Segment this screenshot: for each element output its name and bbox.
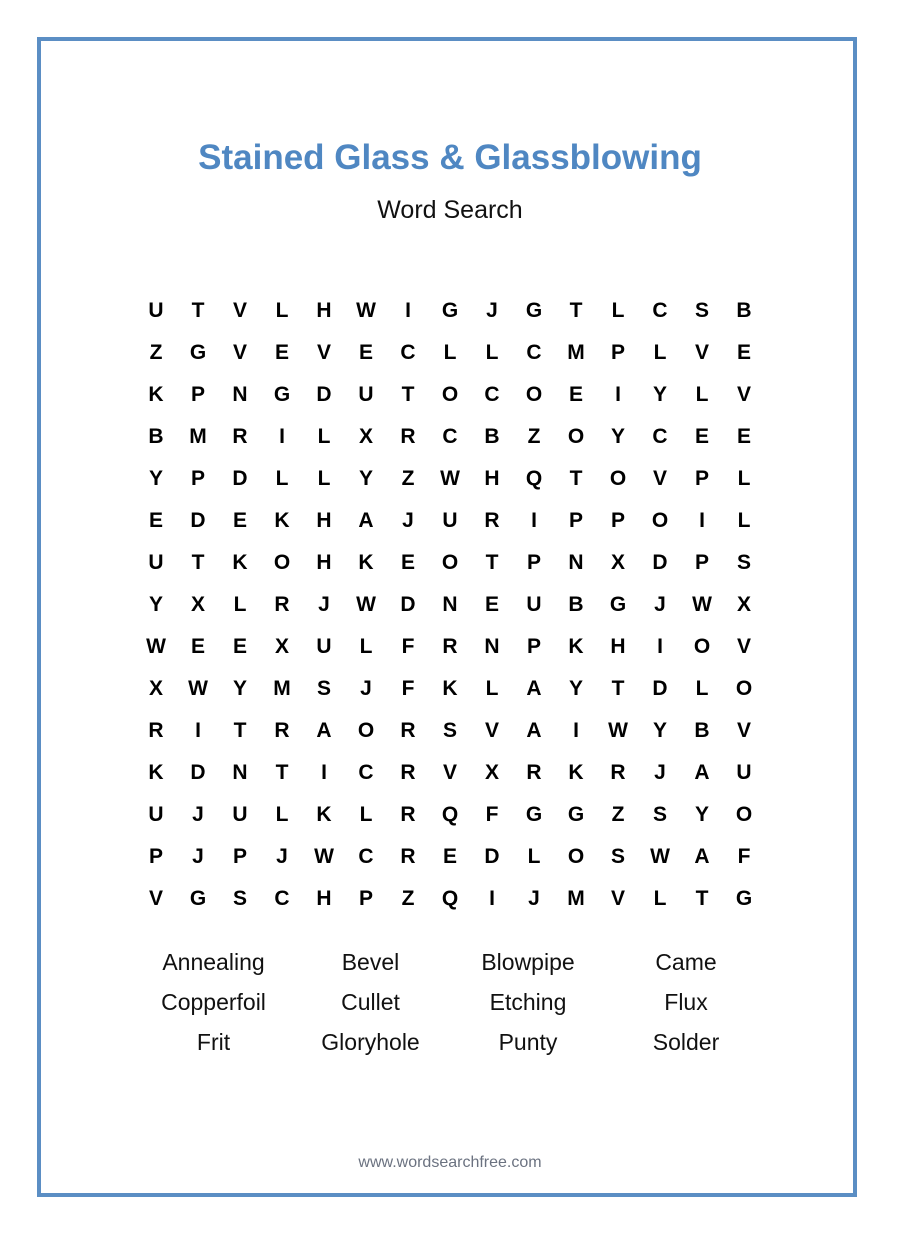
grid-letter: V (316, 341, 331, 364)
grid-row (135, 668, 765, 710)
grid-letter: U (736, 761, 752, 784)
grid-letter: R (400, 845, 416, 868)
grid-letter: G (567, 803, 585, 826)
grid-letter: E (484, 593, 499, 616)
grid-letter: K (316, 803, 332, 826)
grid-letter: I (489, 887, 495, 910)
grid-letter: Y (148, 467, 163, 490)
grid-letter: L (275, 803, 289, 826)
grid-row (135, 710, 765, 752)
grid-letter: J (192, 803, 204, 826)
grid-letter: Z (611, 803, 625, 826)
grid-letter: A (526, 677, 542, 700)
grid-letter: I (657, 635, 663, 658)
grid-letter: I (615, 383, 621, 406)
grid-letter: O (273, 551, 291, 574)
grid-letter: D (232, 467, 248, 490)
grid-letter: G (525, 299, 543, 322)
grid-letter: L (611, 299, 625, 322)
grid-letter: N (232, 383, 248, 406)
grid-letter: G (735, 887, 753, 910)
letter-grid (135, 290, 765, 920)
grid-letter: A (694, 761, 710, 784)
page-subtitle: Word Search (377, 196, 523, 224)
grid-letter: W (314, 845, 334, 868)
grid-letter: E (232, 635, 247, 658)
grid-letter: L (443, 341, 457, 364)
grid-letter: K (358, 551, 374, 574)
grid-letter: G (525, 803, 543, 826)
grid-letter: M (273, 677, 291, 700)
grid-letter: C (400, 341, 416, 364)
grid-letter: J (360, 677, 372, 700)
grid-letter: W (356, 299, 376, 322)
grid-letter: N (442, 593, 458, 616)
grid-row (135, 290, 765, 332)
grid-letter: J (192, 845, 204, 868)
grid-letter: T (233, 719, 247, 742)
grid-letter: X (358, 425, 373, 448)
grid-letter: S (610, 845, 625, 868)
grid-letter: L (233, 593, 247, 616)
grid-row (135, 542, 765, 584)
grid-letter: D (652, 677, 668, 700)
grid-letter: K (568, 761, 584, 784)
grid-letter: B (484, 425, 500, 448)
grid-row (135, 752, 765, 794)
grid-letter: P (610, 509, 625, 532)
grid-letter: R (400, 803, 416, 826)
grid-letter: L (275, 299, 289, 322)
grid-letter: K (442, 677, 458, 700)
grid-letter: R (400, 425, 416, 448)
grid-letter: J (486, 299, 498, 322)
grid-letter: J (402, 509, 414, 532)
grid-letter: B (568, 593, 584, 616)
grid-letter: E (274, 341, 289, 364)
grid-letter: C (358, 761, 374, 784)
grid-letter: P (526, 635, 541, 658)
grid-letter: E (736, 425, 751, 448)
grid-letter: P (568, 509, 583, 532)
grid-letter: H (316, 299, 332, 322)
grid-letter: Y (652, 383, 667, 406)
word-list-item: Etching (489, 989, 567, 1015)
grid-letter: Y (610, 425, 625, 448)
grid-letter: Y (694, 803, 709, 826)
grid-letter: U (358, 383, 374, 406)
grid-letter: J (276, 845, 288, 868)
word-list-item: Annealing (162, 949, 265, 975)
grid-letter: P (190, 383, 205, 406)
word-list (135, 942, 765, 1062)
grid-letter: V (736, 635, 751, 658)
grid-letter: R (274, 719, 290, 742)
grid-letter: S (652, 803, 667, 826)
grid-letter: J (318, 593, 330, 616)
grid-letter: G (189, 887, 207, 910)
grid-letter: D (190, 509, 206, 532)
footer-url: www.wordsearchfree.com (358, 1154, 542, 1171)
grid-letter: P (526, 551, 541, 574)
grid-letter: V (148, 887, 163, 910)
grid-row (135, 374, 765, 416)
word-list-item: Bevel (341, 949, 400, 975)
grid-letter: Y (652, 719, 667, 742)
grid-letter: E (148, 509, 163, 532)
grid-letter: B (694, 719, 710, 742)
grid-letter: E (232, 509, 247, 532)
grid-letter: R (400, 761, 416, 784)
grid-letter: S (736, 551, 751, 574)
grid-letter: O (651, 509, 669, 532)
grid-letter: E (694, 425, 709, 448)
grid-letter: L (275, 467, 289, 490)
grid-letter: O (567, 425, 585, 448)
grid-letter: D (316, 383, 332, 406)
grid-letter: P (610, 341, 625, 364)
grid-letter: V (484, 719, 499, 742)
grid-letter: L (695, 383, 709, 406)
grid-letter: K (232, 551, 248, 574)
grid-letter: L (359, 803, 373, 826)
grid-letter: I (699, 509, 705, 532)
word-list-item: Punty (498, 1029, 558, 1055)
grid-letter: T (401, 383, 415, 406)
grid-letter: O (567, 845, 585, 868)
grid-letter: E (190, 635, 205, 658)
grid-letter: A (526, 719, 542, 742)
grid-letter: L (737, 467, 751, 490)
grid-letter: E (442, 845, 457, 868)
grid-row (135, 878, 765, 920)
grid-letter: D (484, 845, 500, 868)
grid-letter: X (736, 593, 751, 616)
grid-letter: U (316, 635, 332, 658)
grid-row (135, 626, 765, 668)
grid-row (135, 836, 765, 878)
grid-letter: S (442, 719, 457, 742)
grid-letter: W (650, 845, 670, 868)
grid-row (135, 584, 765, 626)
grid-letter: S (694, 299, 709, 322)
grid-letter: L (317, 425, 331, 448)
grid-row (135, 416, 765, 458)
grid-letter: I (405, 299, 411, 322)
grid-letter: P (232, 845, 247, 868)
grid-letter: X (148, 677, 163, 700)
grid-letter: V (232, 299, 247, 322)
grid-row (135, 332, 765, 374)
grid-letter: H (484, 467, 500, 490)
grid-letter: F (737, 845, 751, 868)
grid-letter: V (442, 761, 457, 784)
grid-letter: U (148, 803, 164, 826)
grid-letter: C (358, 845, 374, 868)
grid-letter: A (358, 509, 374, 532)
grid-letter: Q (441, 887, 459, 910)
page-title: Stained Glass & Glassblowing (198, 138, 702, 177)
grid-letter: V (232, 341, 247, 364)
grid-letter: G (441, 299, 459, 322)
grid-letter: G (189, 341, 207, 364)
grid-letter: K (148, 761, 164, 784)
grid-letter: U (526, 593, 542, 616)
grid-letter: J (528, 887, 540, 910)
word-list-item: Copperfoil (161, 989, 266, 1015)
grid-letter: I (321, 761, 327, 784)
grid-letter: M (567, 887, 585, 910)
grid-letter: B (736, 299, 752, 322)
grid-letter: D (400, 593, 416, 616)
grid-letter: F (401, 635, 415, 658)
grid-letter: E (400, 551, 415, 574)
grid-letter: I (279, 425, 285, 448)
word-list-item: Came (655, 949, 717, 975)
grid-letter: Z (401, 467, 415, 490)
grid-letter: T (191, 299, 205, 322)
grid-letter: Q (525, 467, 543, 490)
word-list-item: Gloryhole (321, 1029, 420, 1055)
grid-letter: N (484, 635, 500, 658)
grid-letter: H (610, 635, 626, 658)
grid-letter: O (441, 551, 459, 574)
grid-letter: E (568, 383, 583, 406)
word-list-item: Blowpipe (481, 949, 575, 975)
grid-letter: L (317, 467, 331, 490)
grid-letter: D (190, 761, 206, 784)
grid-letter: W (188, 677, 208, 700)
grid-letter: K (568, 635, 584, 658)
grid-letter: O (441, 383, 459, 406)
grid-letter: V (736, 719, 751, 742)
word-list-item: Frit (196, 1029, 231, 1055)
grid-letter: Q (441, 803, 459, 826)
grid-letter: E (358, 341, 373, 364)
grid-letter: P (358, 887, 373, 910)
grid-letter: H (316, 551, 332, 574)
grid-letter: V (652, 467, 667, 490)
grid-letter: C (652, 299, 668, 322)
grid-letter: C (442, 425, 458, 448)
grid-letter: X (274, 635, 289, 658)
grid-letter: G (609, 593, 627, 616)
grid-letter: U (442, 509, 458, 532)
grid-letter: T (569, 299, 583, 322)
grid-letter: L (653, 341, 667, 364)
grid-letter: L (485, 341, 499, 364)
grid-letter: P (190, 467, 205, 490)
grid-letter: A (694, 845, 710, 868)
grid-letter: F (401, 677, 415, 700)
grid-letter: R (274, 593, 290, 616)
grid-letter: J (654, 761, 666, 784)
grid-row (135, 794, 765, 836)
grid-letter: D (652, 551, 668, 574)
grid-letter: B (148, 425, 164, 448)
grid-letter: C (484, 383, 500, 406)
grid-letter: W (440, 467, 460, 490)
grid-letter: H (316, 887, 332, 910)
grid-letter: T (485, 551, 499, 574)
grid-letter: L (695, 677, 709, 700)
grid-letter: E (736, 341, 751, 364)
grid-letter: N (232, 761, 248, 784)
grid-letter: M (567, 341, 585, 364)
grid-letter: T (569, 467, 583, 490)
grid-letter: W (692, 593, 712, 616)
grid-letter: P (694, 467, 709, 490)
grid-letter: V (610, 887, 625, 910)
word-list-item: Flux (664, 989, 708, 1015)
grid-letter: W (356, 593, 376, 616)
grid-letter: L (653, 887, 667, 910)
grid-letter: M (189, 425, 207, 448)
grid-letter: R (400, 719, 416, 742)
grid-letter: I (573, 719, 579, 742)
grid-letter: O (525, 383, 543, 406)
word-list-item: Cullet (341, 989, 400, 1015)
grid-letter: O (609, 467, 627, 490)
grid-letter: V (694, 341, 709, 364)
grid-letter: C (526, 341, 542, 364)
grid-letter: H (316, 509, 332, 532)
grid-letter: K (274, 509, 290, 532)
grid-letter: C (652, 425, 668, 448)
grid-letter: A (316, 719, 332, 742)
word-list-item: Solder (652, 1029, 720, 1055)
grid-letter: K (148, 383, 164, 406)
grid-letter: V (736, 383, 751, 406)
grid-letter: T (611, 677, 625, 700)
grid-letter: G (273, 383, 291, 406)
grid-letter: O (357, 719, 375, 742)
grid-letter: J (654, 593, 666, 616)
grid-letter: X (484, 761, 499, 784)
grid-letter: S (316, 677, 331, 700)
grid-letter: L (359, 635, 373, 658)
grid-letter: F (485, 803, 499, 826)
grid-letter: N (568, 551, 584, 574)
grid-letter: R (148, 719, 164, 742)
grid-letter: R (484, 509, 500, 532)
grid-letter: R (610, 761, 626, 784)
grid-letter: Y (148, 593, 163, 616)
grid-letter: X (610, 551, 625, 574)
grid-letter: O (735, 803, 753, 826)
grid-letter: P (694, 551, 709, 574)
grid-letter: I (531, 509, 537, 532)
grid-letter: X (190, 593, 205, 616)
grid-letter: W (608, 719, 628, 742)
grid-letter: O (735, 677, 753, 700)
grid-letter: U (232, 803, 248, 826)
grid-letter: T (275, 761, 289, 784)
grid-letter: Z (401, 887, 415, 910)
grid-letter: U (148, 551, 164, 574)
grid-letter: W (146, 635, 166, 658)
grid-letter: Y (232, 677, 247, 700)
grid-letter: Y (358, 467, 373, 490)
grid-row (135, 500, 765, 542)
grid-letter: R (442, 635, 458, 658)
grid-letter: R (526, 761, 542, 784)
grid-letter: Z (527, 425, 541, 448)
grid-letter: Z (149, 341, 163, 364)
grid-letter: L (527, 845, 541, 868)
grid-letter: O (693, 635, 711, 658)
grid-letter: P (148, 845, 163, 868)
grid-letter: U (148, 299, 164, 322)
grid-letter: T (695, 887, 709, 910)
grid-letter: Y (568, 677, 583, 700)
grid-letter: C (274, 887, 290, 910)
grid-letter: S (232, 887, 247, 910)
grid-letter: L (737, 509, 751, 532)
grid-row (135, 458, 765, 500)
grid-letter: I (195, 719, 201, 742)
grid-letter: T (191, 551, 205, 574)
grid-letter: L (485, 677, 499, 700)
grid-letter: R (232, 425, 248, 448)
